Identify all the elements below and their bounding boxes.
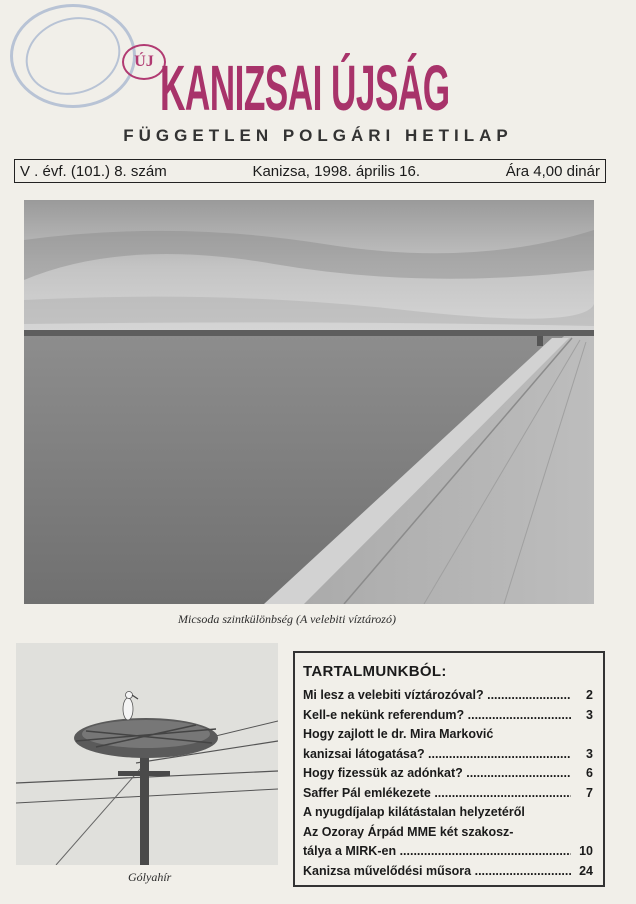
stork <box>123 698 133 720</box>
toc-entry <box>303 706 593 726</box>
toc-entry <box>303 764 593 784</box>
toc-entry-title: Hogy fizessük az adónkat? ..... <box>303 764 571 784</box>
toc-entry <box>303 842 593 862</box>
reservoir-photo <box>24 200 594 604</box>
toc-entry-title: kanizsai látogatása? ..... <box>303 745 571 765</box>
issue-volume: V . évf. (101.) 8. szám <box>20 162 167 180</box>
toc-title: TARTALMUNKBÓL: <box>303 663 447 680</box>
toc-entry-title-line: Hogy zajlott le dr. Mira Marković <box>303 727 494 741</box>
issue-place-date: Kanizsa, 1998. április 16. <box>252 162 421 180</box>
library-stamp-inner <box>16 6 129 106</box>
stork-caption: Gólyahír <box>128 870 172 884</box>
issue-price: Ára 4,00 dinár <box>505 162 600 180</box>
toc-entry-title: Saffer Pál emlékezete ..... <box>303 784 571 804</box>
issue-info-bar <box>14 159 606 183</box>
toc-entry-page: 10 <box>579 844 593 858</box>
toc-entry-page: 7 <box>586 785 593 800</box>
toc-entry-title: tálya a MIRK-en ..... <box>303 842 571 862</box>
toc-entry <box>303 862 593 882</box>
utility-pole <box>140 753 149 865</box>
newspaper-subtitle: FÜGGETLEN POLGÁRI HETILAP <box>123 126 513 145</box>
toc-entry-title: Kanizsa művelődési műsora ..... <box>303 862 571 882</box>
toc-entry <box>303 784 593 804</box>
toc-entry-title: Mi lesz a velebiti víztározóval? ..... <box>303 686 571 706</box>
uj-badge: ÚJ <box>122 44 166 80</box>
library-stamp <box>10 4 136 108</box>
stork-nest-photo <box>16 643 278 865</box>
reservoir-illustration <box>24 200 594 604</box>
toc-entry-title-line: Az Ozoray Árpád MME két szakosz- <box>303 824 514 839</box>
toc-entry-title: Kell-e nekünk referendum? ..... <box>303 706 571 726</box>
toc-entry-page: 2 <box>586 688 593 702</box>
toc-entry-page: 24 <box>579 863 593 878</box>
reservoir-caption: Micsoda szintkülönbség (A velebiti víztározó) <box>178 612 396 626</box>
toc-entry <box>303 745 593 765</box>
toc-entry-page: 3 <box>586 707 593 722</box>
table-of-contents <box>293 651 605 887</box>
newspaper-title: KANIZSAI ÚJSÁG <box>160 52 450 124</box>
toc-entry <box>303 686 593 706</box>
stork-nest-illustration <box>16 643 278 865</box>
toc-entry-page: 6 <box>586 766 593 780</box>
distant-tower <box>537 336 543 346</box>
toc-entry-title-line: A nyugdíjalap kilátástalan helyzetéről <box>303 805 525 819</box>
toc-entry-page: 3 <box>586 746 593 761</box>
